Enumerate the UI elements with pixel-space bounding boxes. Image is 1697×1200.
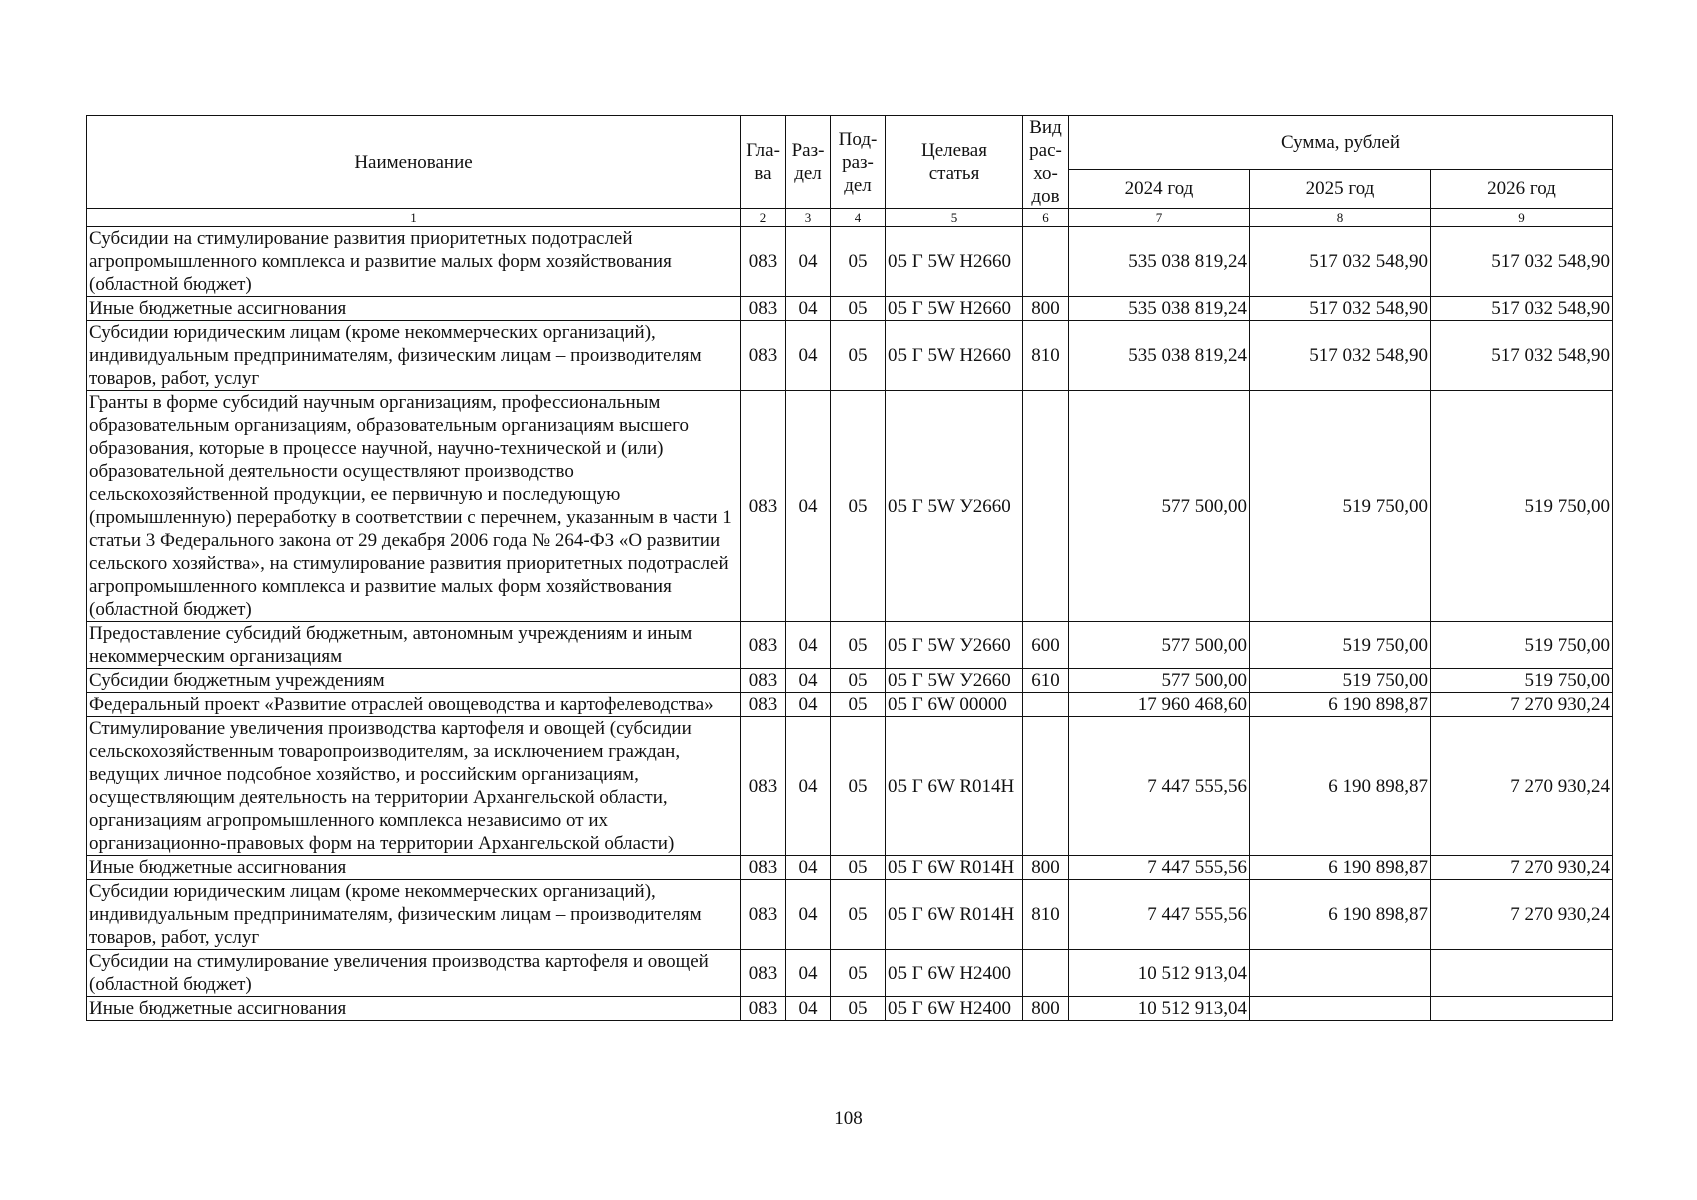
row-vid: 600 — [1023, 622, 1069, 669]
row-sum-2025: 517 032 548,90 — [1250, 227, 1431, 297]
row-podrazdel: 05 — [831, 321, 886, 391]
row-vid: 800 — [1023, 297, 1069, 321]
row-razdel: 04 — [786, 856, 831, 880]
budget-table — [86, 115, 1613, 1021]
row-razdel: 04 — [786, 997, 831, 1021]
row-glava: 083 — [741, 997, 786, 1021]
row-razdel: 04 — [786, 391, 831, 622]
row-glava: 083 — [741, 856, 786, 880]
table-row — [87, 717, 1613, 856]
row-sum-2024: 535 038 819,24 — [1069, 297, 1250, 321]
column-number: 2 — [741, 209, 786, 227]
table-row — [87, 391, 1613, 622]
row-glava: 083 — [741, 950, 786, 997]
row-vid — [1023, 717, 1069, 856]
row-sum-2025 — [1250, 997, 1431, 1021]
row-razdel: 04 — [786, 950, 831, 997]
row-sum-2024: 10 512 913,04 — [1069, 997, 1250, 1021]
header-target — [886, 116, 1023, 209]
row-sum-2024: 10 512 913,04 — [1069, 950, 1250, 997]
row-sum-2026: 517 032 548,90 — [1431, 321, 1613, 391]
header-razdel-text: Раз- дел — [791, 140, 825, 184]
row-sum-2024: 577 500,00 — [1069, 669, 1250, 693]
row-razdel: 04 — [786, 321, 831, 391]
row-glava: 083 — [741, 297, 786, 321]
header-razdel — [786, 116, 831, 209]
row-sum-2026: 7 270 930,24 — [1431, 856, 1613, 880]
row-name: Предоставление субсидий бюджетным, автономным учреждениям и иным некоммерческим организациям — [87, 622, 741, 669]
row-sum-2025: 517 032 548,90 — [1250, 321, 1431, 391]
row-sum-2025: 6 190 898,87 — [1250, 717, 1431, 856]
row-target: 05 Г 5W Н2660 — [886, 321, 1023, 391]
header-vid — [1023, 116, 1069, 209]
row-podrazdel: 05 — [831, 997, 886, 1021]
row-target: 05 Г 5W У2660 — [886, 391, 1023, 622]
row-podrazdel: 05 — [831, 693, 886, 717]
row-vid: 800 — [1023, 997, 1069, 1021]
row-razdel: 04 — [786, 880, 831, 950]
row-podrazdel: 05 — [831, 856, 886, 880]
row-glava: 083 — [741, 693, 786, 717]
row-vid: 810 — [1023, 880, 1069, 950]
row-target: 05 Г 6W Н2400 — [886, 997, 1023, 1021]
row-razdel: 04 — [786, 717, 831, 856]
row-podrazdel: 05 — [831, 717, 886, 856]
row-podrazdel: 05 — [831, 227, 886, 297]
row-podrazdel: 05 — [831, 391, 886, 622]
row-name: Иные бюджетные ассигнования — [87, 997, 741, 1021]
row-target: 05 Г 5W Н2660 — [886, 227, 1023, 297]
row-sum-2024: 535 038 819,24 — [1069, 321, 1250, 391]
column-number: 9 — [1431, 209, 1613, 227]
row-target: 05 Г 5W У2660 — [886, 622, 1023, 669]
row-name: Субсидии бюджетным учреждениям — [87, 669, 741, 693]
row-razdel: 04 — [786, 297, 831, 321]
header-target-text: Целевая статья — [921, 140, 987, 184]
row-sum-2026: 7 270 930,24 — [1431, 880, 1613, 950]
table-row — [87, 227, 1613, 297]
table-row — [87, 950, 1613, 997]
header-podrazdel — [831, 116, 886, 209]
row-sum-2025: 517 032 548,90 — [1250, 297, 1431, 321]
row-sum-2025: 6 190 898,87 — [1250, 856, 1431, 880]
row-sum-2026: 519 750,00 — [1431, 391, 1613, 622]
column-number: 6 — [1023, 209, 1069, 227]
row-glava: 083 — [741, 227, 786, 297]
row-sum-2024: 7 447 555,56 — [1069, 880, 1250, 950]
row-name: Субсидии на стимулирование увеличения производства картофеля и овощей (областной бюджет) — [87, 950, 741, 997]
row-podrazdel: 05 — [831, 950, 886, 997]
row-target: 05 Г 6W R014Н — [886, 856, 1023, 880]
row-sum-2025: 519 750,00 — [1250, 391, 1431, 622]
row-sum-2026: 519 750,00 — [1431, 622, 1613, 669]
row-sum-2025: 6 190 898,87 — [1250, 693, 1431, 717]
row-podrazdel: 05 — [831, 297, 886, 321]
row-vid — [1023, 693, 1069, 717]
table-row — [87, 856, 1613, 880]
row-sum-2026 — [1431, 950, 1613, 997]
header-name: Наименование — [87, 116, 741, 209]
row-sum-2024: 7 447 555,56 — [1069, 856, 1250, 880]
table-row — [87, 693, 1613, 717]
column-numbers-row — [87, 209, 1613, 227]
table-header — [87, 116, 1613, 227]
row-sum-2025: 519 750,00 — [1250, 622, 1431, 669]
row-sum-2024: 7 447 555,56 — [1069, 717, 1250, 856]
table-row — [87, 622, 1613, 669]
table-row — [87, 669, 1613, 693]
row-razdel: 04 — [786, 622, 831, 669]
row-target: 05 Г 6W 00000 — [886, 693, 1023, 717]
table-row — [87, 997, 1613, 1021]
row-target: 05 Г 6W R014Н — [886, 717, 1023, 856]
header-year-2024: 2024 год — [1069, 169, 1250, 208]
header-glava-text: Гла- ва — [746, 140, 780, 184]
table-row — [87, 880, 1613, 950]
table-row — [87, 321, 1613, 391]
row-vid: 610 — [1023, 669, 1069, 693]
row-sum-2026: 517 032 548,90 — [1431, 227, 1613, 297]
row-name: Гранты в форме субсидий научным организациям, профессиональным образовательным организациям, образовательным организациям высшего образования, которые в процессе научной, научно-технической и (или) образовательной деятельности осуществляют производство сельскохозяйственной продукции, ее первичную и последующую (промышленную) переработку в соответствии с перечнем, указанным в части 1 статьи 3 Федерального закона от 29 декабря 2006 года № 264-ФЗ «О развитии сельского хозяйства», на стимулирование развития приоритетных подотраслей агропромышленного комплекса и развитие малых форм хозяйствования (областной бюджет) — [87, 391, 741, 622]
row-vid — [1023, 391, 1069, 622]
row-glava: 083 — [741, 622, 786, 669]
row-sum-2025: 519 750,00 — [1250, 669, 1431, 693]
page-number: 108 — [834, 1108, 863, 1129]
column-number: 5 — [886, 209, 1023, 227]
row-glava: 083 — [741, 321, 786, 391]
row-sum-2024: 535 038 819,24 — [1069, 227, 1250, 297]
row-sum-2025 — [1250, 950, 1431, 997]
row-sum-2026: 7 270 930,24 — [1431, 717, 1613, 856]
header-year-2026: 2026 год — [1431, 169, 1613, 208]
row-podrazdel: 05 — [831, 880, 886, 950]
row-sum-2026: 517 032 548,90 — [1431, 297, 1613, 321]
column-number: 7 — [1069, 209, 1250, 227]
row-razdel: 04 — [786, 227, 831, 297]
row-name: Иные бюджетные ассигнования — [87, 856, 741, 880]
row-name: Стимулирование увеличения производства картофеля и овощей (субсидии сельскохозяйственным товаропроизводителям, за исключением граждан, ведущих личное подсобное хозяйство, и российским организациям, осуществляющим деятельность на территории Архангельской области, организациям агропромышленного комплекса независимо от их организационно-правовых форм на территории Архангельской области) — [87, 717, 741, 856]
row-vid: 800 — [1023, 856, 1069, 880]
row-name: Иные бюджетные ассигнования — [87, 297, 741, 321]
column-number: 3 — [786, 209, 831, 227]
row-glava: 083 — [741, 391, 786, 622]
row-glava: 083 — [741, 669, 786, 693]
header-podrazdel-text: Под- раз- дел — [838, 128, 878, 196]
row-sum-2026 — [1431, 997, 1613, 1021]
table-body — [87, 227, 1613, 1021]
row-glava: 083 — [741, 717, 786, 856]
row-vid — [1023, 227, 1069, 297]
row-name: Субсидии юридическим лицам (кроме некоммерческих организаций), индивидуальным предпринимателям, физическим лицам – производителям товаров, работ, услуг — [87, 880, 741, 950]
column-number: 1 — [87, 209, 741, 227]
row-name: Субсидии юридическим лицам (кроме некоммерческих организаций), индивидуальным предпринимателям, физическим лицам – производителям товаров, работ, услуг — [87, 321, 741, 391]
row-name: Федеральный проект «Развитие отраслей овощеводства и картофелеводства» — [87, 693, 741, 717]
row-vid — [1023, 950, 1069, 997]
row-target: 05 Г 6W R014Н — [886, 880, 1023, 950]
row-sum-2025: 6 190 898,87 — [1250, 880, 1431, 950]
row-sum-2026: 7 270 930,24 — [1431, 693, 1613, 717]
row-podrazdel: 05 — [831, 669, 886, 693]
header-glava — [741, 116, 786, 209]
row-sum-2024: 577 500,00 — [1069, 622, 1250, 669]
row-target: 05 Г 5W У2660 — [886, 669, 1023, 693]
row-sum-2024: 577 500,00 — [1069, 391, 1250, 622]
row-razdel: 04 — [786, 669, 831, 693]
row-vid: 810 — [1023, 321, 1069, 391]
row-glava: 083 — [741, 880, 786, 950]
row-sum-2026: 519 750,00 — [1431, 669, 1613, 693]
row-razdel: 04 — [786, 693, 831, 717]
header-vid-text: Вид рас- хо- дов — [1029, 117, 1062, 207]
table-row — [87, 297, 1613, 321]
row-sum-2024: 17 960 468,60 — [1069, 693, 1250, 717]
column-number: 4 — [831, 209, 886, 227]
row-target: 05 Г 6W Н2400 — [886, 950, 1023, 997]
header-year-2025: 2025 год — [1250, 169, 1431, 208]
row-podrazdel: 05 — [831, 622, 886, 669]
column-number: 8 — [1250, 209, 1431, 227]
row-target: 05 Г 5W Н2660 — [886, 297, 1023, 321]
row-name: Субсидии на стимулирование развития приоритетных подотраслей агропромышленного комплекса и развитие малых форм хозяйствования (областной бюджет) — [87, 227, 741, 297]
header-sum: Сумма, рублей — [1069, 116, 1613, 170]
